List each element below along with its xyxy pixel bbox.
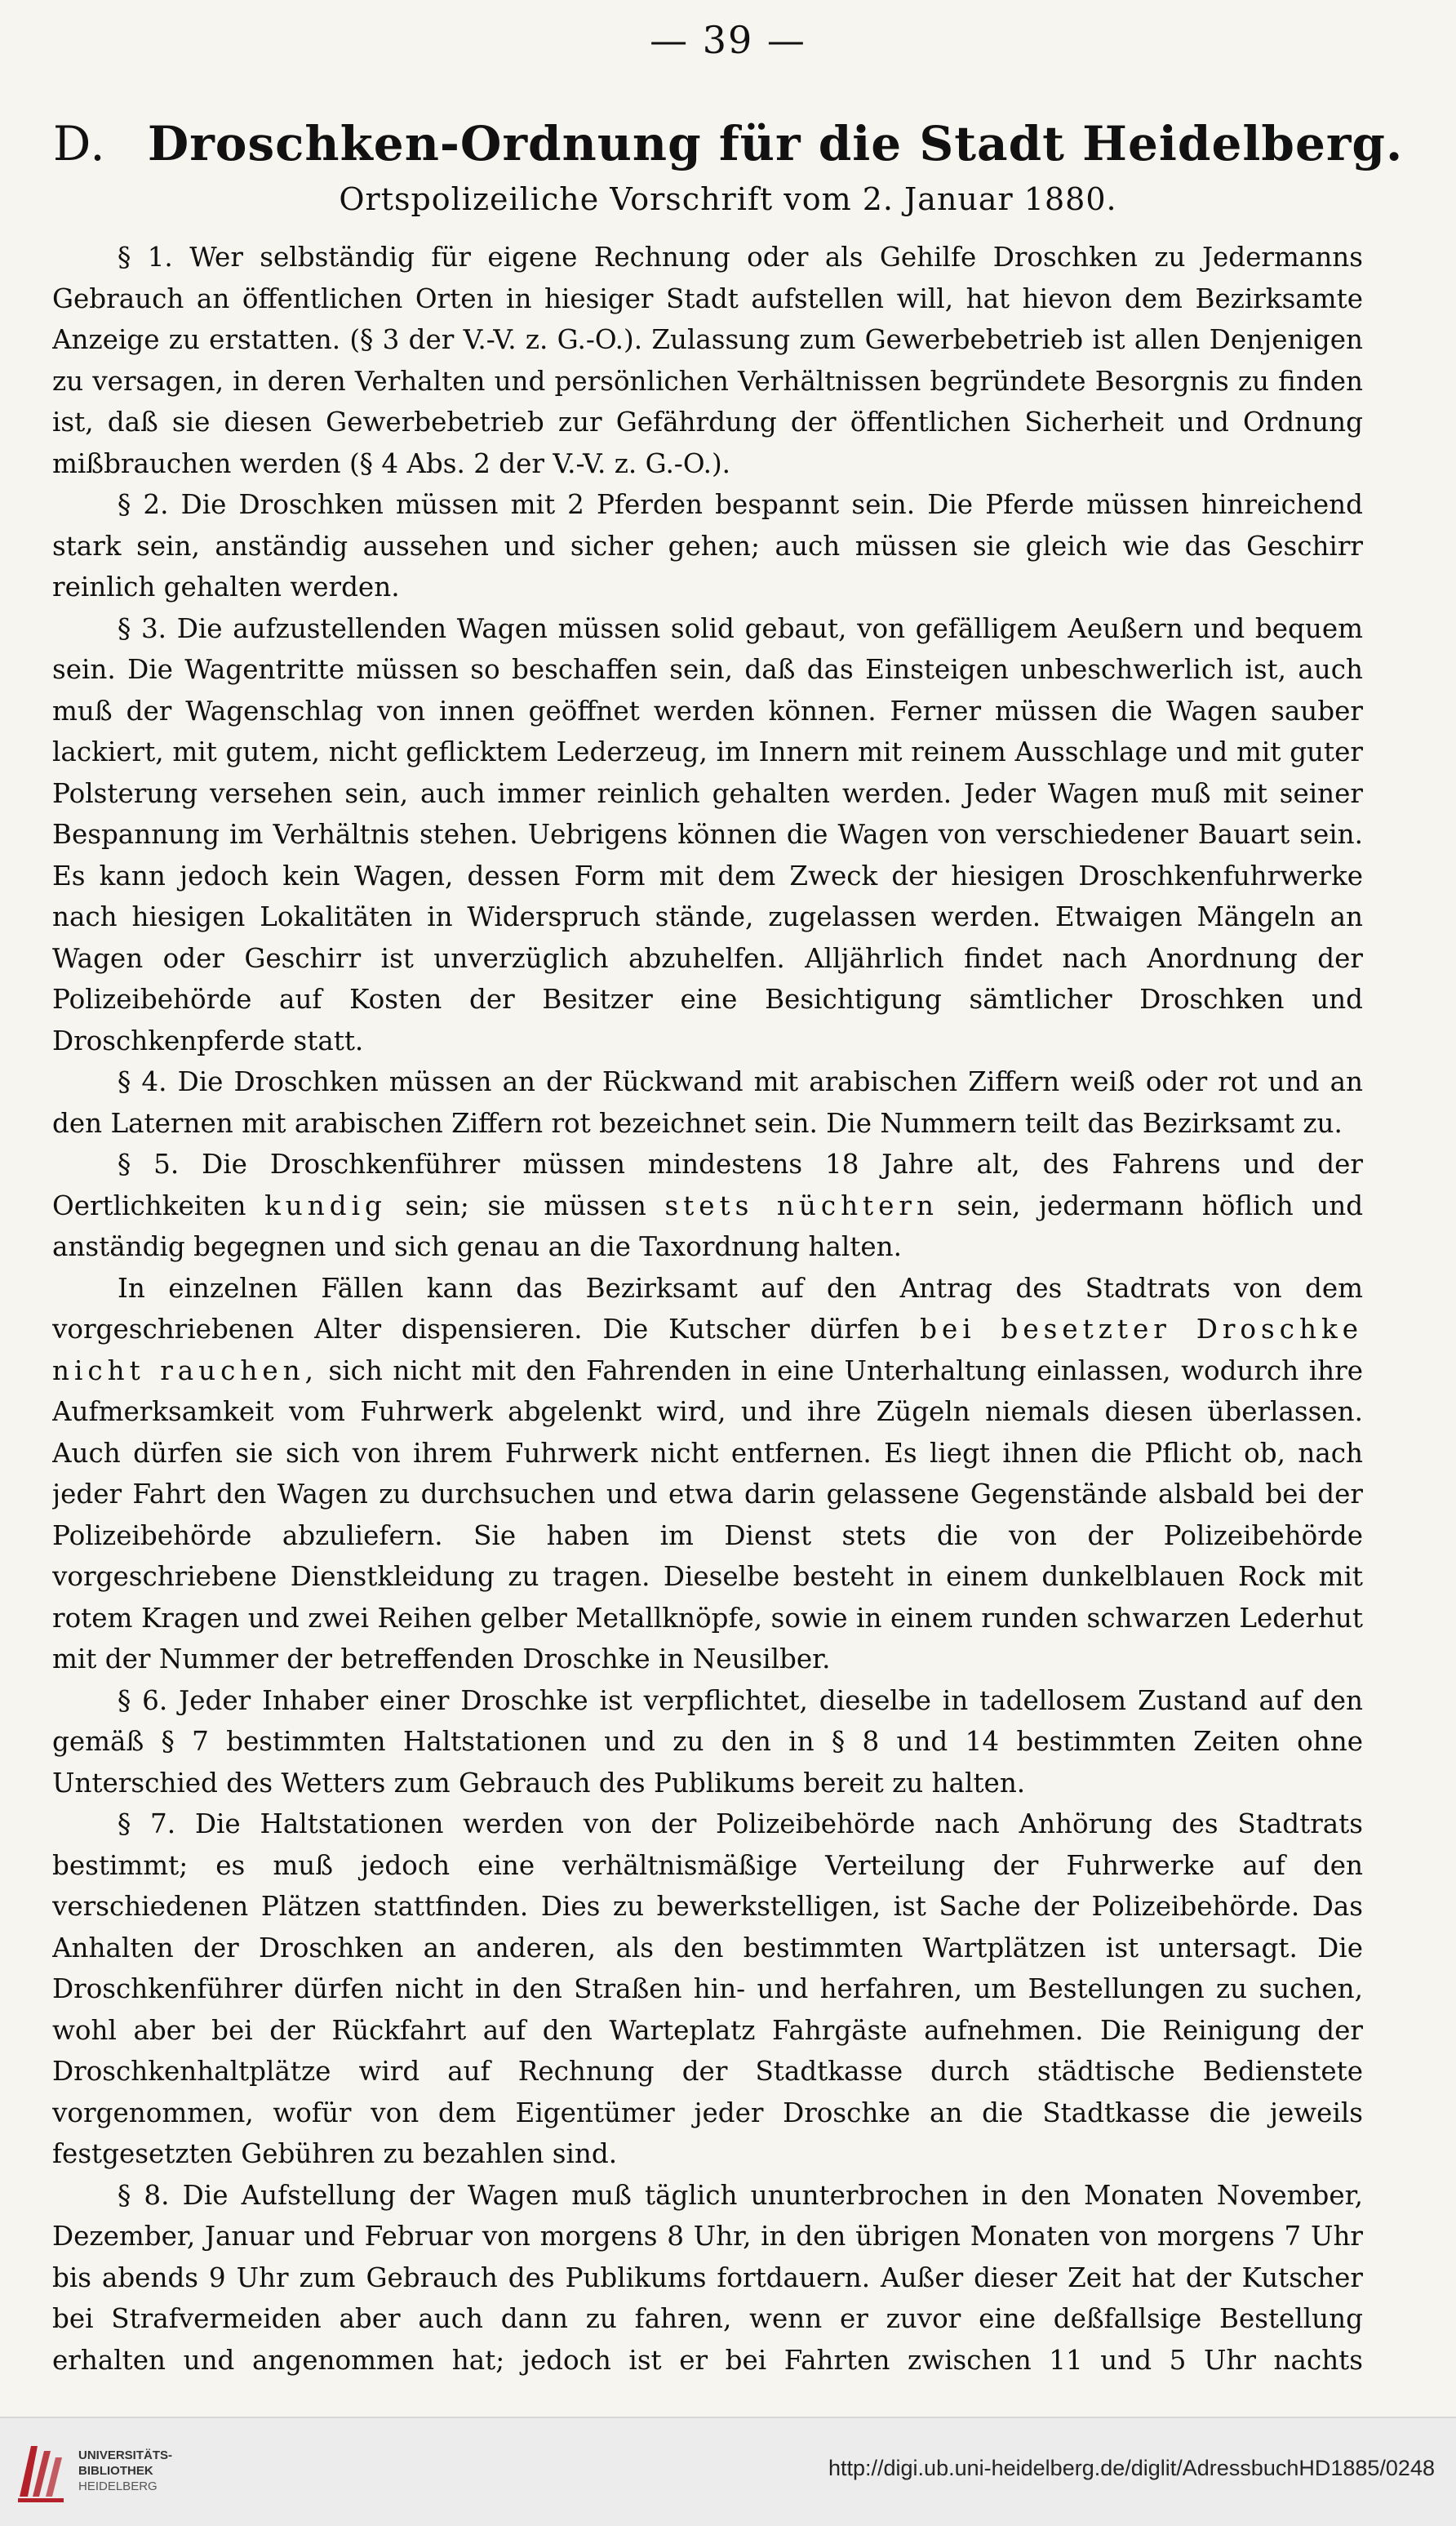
paragraph-section-5-cont xyxy=(52,1268,1363,1680)
logo-line-2: BIBLIOTHEK xyxy=(78,2464,153,2478)
paragraph-section-6: § 6. Jeder Inhaber einer Droschke ist verpflichtet, dieselbe in tadellosem Zustand auf den gemäß § 7 bestimmten Haltstationen und zu den in § 8 und 14 bestimmten Zeiten ohne Unterschied des Wetters zum Gebrauch des Publikums bereit zu halten. xyxy=(52,1684,1363,1799)
logo-line-1: UNIVERSITÄTS- xyxy=(78,2448,173,2462)
paragraph-section-8: § 8. Die Aufstellung der Wagen muß täglich ununterbrochen in den Monaten November, Dezember, Januar und Februar von morgens 8 Uhr, in den übrigen Monaten von morgens 7 Uhr bis abends 9 Uhr zum Gebrauch des Publikums fortdauern. Außer dieser Zeit hat der Kutscher bei Strafvermeiden aber auch dann zu fahren, wenn er zuvor eine deßfallsige Bestellung erhalten und angenommen hat; jedoch ist er bei Fahrten zwischen 11 und 5 Uhr nachts xyxy=(52,2179,1363,2376)
s5-text-c: sein, jedermann höflich und anständig begegnen und sich genau an die Taxordnung halten. xyxy=(52,1190,1363,1262)
section-letter: D. xyxy=(52,116,106,171)
s5-text-a: § 5. Die Droschkenführer müssen mindestens 18 Jahre alt, des Fahrens und der Oertlichkeiten xyxy=(52,1149,1363,1221)
document-subtitle: Ortspolizeiliche Vorschrift vom 2. Januar 1880. xyxy=(339,181,1117,217)
paragraph-section-1: § 1. Wer selbständig für eigene Rechnung oder als Gehilfe Droschken zu Jedermanns Gebrauch an öffentlichen Orten in hiesiger Stadt aufstellen will, hat hievon dem Bezirksamte Anzeige zu erstatten. (§ 3 der V.-V. z. G.-O.). Zulassung zum Gewerbebetrieb ist allen Denjenigen zu versagen, in deren Verhalten und persönlichen Verhältnissen begründete Besorgnis zu finden ist, daß sie diesen Gewerbebetrieb zur Gefährdung der öffentlichen Sicherheit und Ordnung mißbrauchen werden (§ 4 Abs. 2 der V.-V. z. G.-O.). xyxy=(52,242,1363,479)
document-title xyxy=(49,116,1407,171)
title-text: Droschken-Ordnung für die Stadt Heidelberg. xyxy=(147,116,1404,171)
paragraph-section-4: § 4. Die Droschken müssen an der Rückwand mit arabischen Ziffern weiß oder rot und an den Laternen mit arabischen Ziffern rot bezeichnet sein. Die Nummern teilt das Bezirksamt zu. xyxy=(52,1066,1363,1139)
page-number: — 39 — xyxy=(650,18,806,62)
s5-text-b: sein; sie müssen xyxy=(405,1190,646,1221)
s5-kundig: kundig xyxy=(264,1190,387,1221)
paragraph-section-3: § 3. Die aufzustellenden Wagen müssen solid gebaut, von gefälligem Aeußern und bequem sein. Die Wagentritte müssen so beschaffen sein, daß das Einsteigen unbeschwerlich ist, auch muß der Wagenschlag von innen geöffnet werden können. Ferner müssen die Wagen sauber lackiert, mit gutem, nicht geflicktem Lederzeug, im Innern mit reinem Ausschlage und mit guter Polsterung versehen sein, auch immer reinlich gehalten werden. Jeder Wagen muß mit seiner Bespannung im Verhältnis stehen. Uebrigens können die Wagen von verschiedener Bauart sein. Es kann jedoch kein Wagen, dessen Form mit dem Zweck der hiesigen Droschkenfuhrwerke nach hiesigen Lokalitäten in Widerspruch stände, zugelassen werden. Etwaigen Mängeln an Wagen oder Geschirr ist unverzüglich abzuhelfen. Alljährlich findet nach Anordnung der Polizeibehörde auf Kosten der Besitzer eine Besichtigung sämtlicher Droschken und Droschkenpferde statt. xyxy=(52,612,1363,1056)
paragraph-section-7: § 7. Die Haltstationen werden von der Polizeibehörde nach Anhörung des Stadtrats bestimmt; es muß jedoch eine verhältnismäßige Verteilung der Fuhrwerke auf den verschiedenen Plätzen stattfinden. Dies zu bewerkstelligen, ist Sache der Polizeibehörde. Das Anhalten der Droschken an anderen, als den bestimmten Wartplätzen ist untersagt. Die Droschkenführer dürfen nicht in den Straßen hin- und herfahren, um Bestellungen zu suchen, wohl aber bei der Rückfahrt auf den Warteplatz Fahrgäste aufnehmen. Die Reinigung der Droschkenhaltplätze wird auf Rechnung der Stadtkasse durch städtische Bedienstete vorgenommen, wofür von dem Eigentümer jeder Droschke an die Stadtkasse die jeweils festgesetzten Gebühren zu bezahlen sind. xyxy=(52,1808,1363,2169)
library-logo-text xyxy=(78,2448,172,2494)
library-logo[interactable] xyxy=(15,2436,186,2510)
s5-stets: stets nüchtern xyxy=(664,1190,939,1221)
logo-line-3: HEIDELBERG xyxy=(78,2479,158,2493)
s5p2-text-b: sich nicht mit den Fahrenden in eine Unterhaltung einlassen, wodurch ihre Aufmerksamkeit vom Fuhrwerk abgelenkt wird, und ihre Zügeln niemals diesen überlassen. Auch dürfen sie sich von ihrem Fuhrwerk nicht entfernen. Es liegt ihnen die Pflicht ob, nach jeder Fahrt den Wagen zu durchsuchen und etwa darin gelassene Gegenstände alsbald bei der Polizeibehörde abzuliefern. Sie haben im Dienst stets die von der Polizeibehörde vorgeschriebene Dienstkleidung zu tragen. Dieselbe besteht in einem dunkelblauen Rock mit rotem Kragen und zwei Reihen gelber Metallknöpfe, sowie in einem runden schwarzen Lederhut mit der Nummer der betreffenden Droschke in Neusilber. xyxy=(52,1354,1363,1674)
paragraph-section-5 xyxy=(52,1144,1363,1268)
library-logo-icon xyxy=(15,2439,69,2505)
footer-bar xyxy=(0,2417,1456,2526)
s5p2-spaced: bei besetzter Droschke nicht rauchen, xyxy=(52,1314,1363,1386)
s5p2-text-a: In einzelnen Fällen kann das Bezirksamt auf den Antrag des Stadtrats von dem vorgeschriebenen Alter dispensieren. Die Kutscher dürfen xyxy=(52,1272,1363,1345)
paragraph-section-2: § 2. Die Droschken müssen mit 2 Pferden bespannt sein. Die Pferde müssen hinreichend stark sein, anständig aussehen und sicher gehen; auch müssen sie gleich wie das Geschirr reinlich gehalten werden. xyxy=(52,489,1363,603)
source-url[interactable]: http://digi.ub.uni-heidelberg.de/diglit/AdressbuchHD1885/0248 xyxy=(828,2456,1435,2480)
document-body xyxy=(52,237,1363,2376)
